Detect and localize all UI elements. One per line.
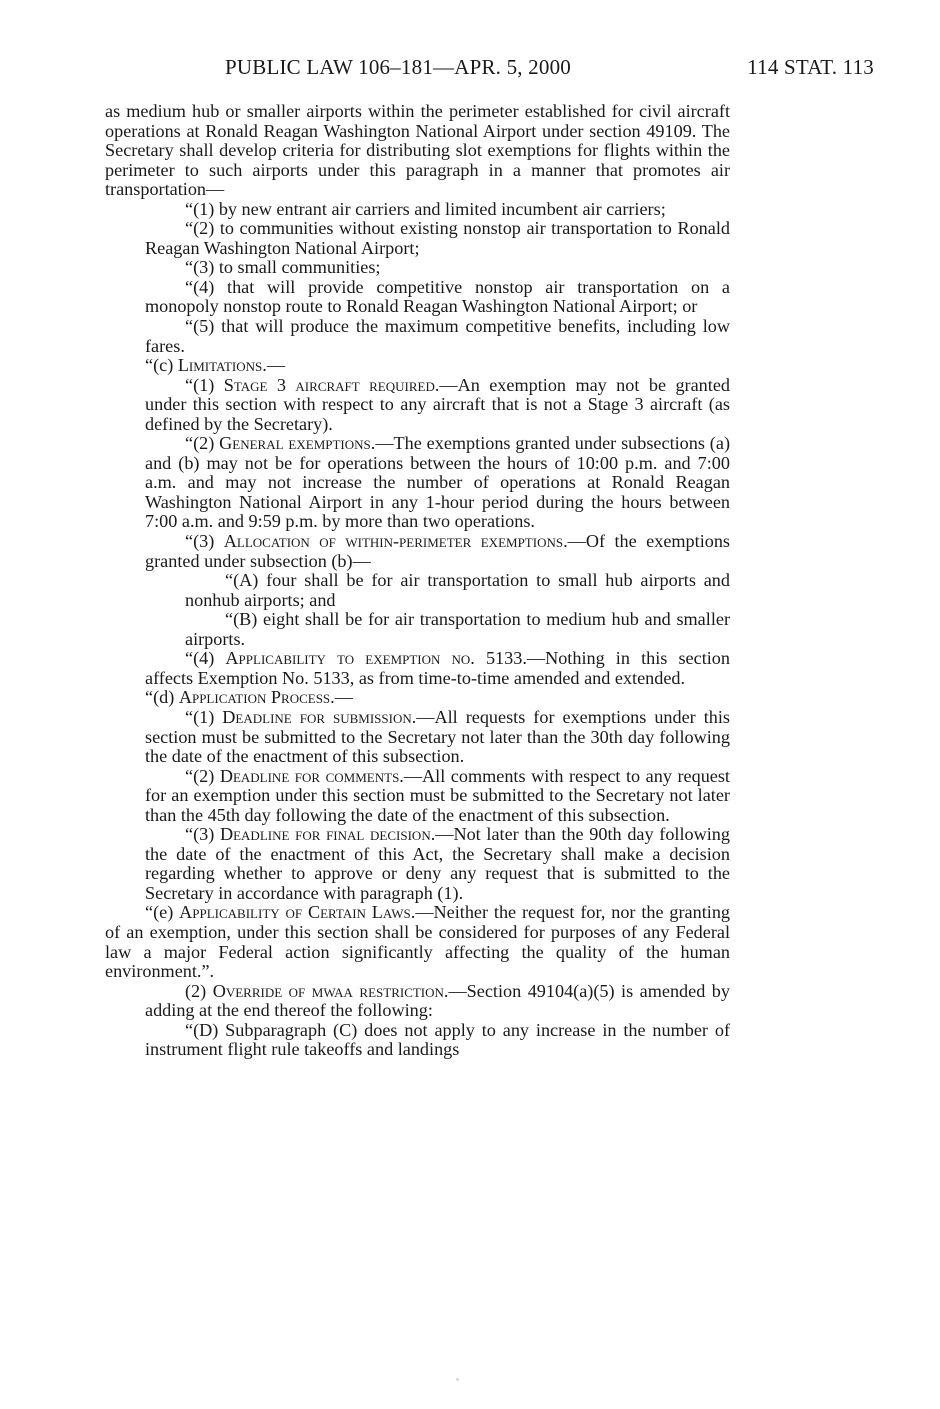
- paragraph-d1: [105, 708, 730, 767]
- subsection-number: “(c): [145, 355, 178, 376]
- paragraph-text: .—All comments with respect to any request for an exemption under this section must be submitted to the Secretary not later than the 45th day following the date of the enactment of this subsection.: [145, 765, 730, 825]
- subsection-heading: Application Process: [178, 687, 331, 708]
- paragraph-number: “(2): [185, 433, 220, 454]
- subsection-number: “(d): [145, 687, 179, 708]
- paragraph-text: .—The exemptions granted under subsections (a) and (b) may not be for operations between the hours of 10:00 p.m. and 7:00 a.m. and may not increase the number of operations at Ronald Reagan Washington National Airport in any 1-hour period during the hours between 7:00 a.m. and 9:59 p.m. by more than two operations.: [145, 433, 730, 532]
- paragraph-number: “(2): [185, 765, 220, 786]
- subparagraph-d-inserted: “(D) Subparagraph (C) does not apply to any increase in the number of instrument flight rule takeoffs and landings: [145, 1019, 730, 1060]
- subsection-text: .—: [262, 355, 285, 376]
- paragraph-item-1: “(1) by new entrant air carriers and limited incumbent air carriers;: [185, 198, 666, 219]
- paragraph-number: “(1): [185, 374, 224, 395]
- paragraph-text: .—Not later than the 90th day following the date of the enactment of this Act, the Secretary shall make a decision regarding whether to approve or deny any request that is submitted to the Secretary in accordance with paragraph (1).: [145, 824, 730, 903]
- running-head: PUBLIC LAW 106–181—APR. 5, 2000: [225, 55, 571, 79]
- paragraph-item-2: “(2) to communities without existing nonstop air transportation to Ronald Reagan Washington National Airport;: [145, 218, 730, 258]
- paragraph-number: “(1): [185, 706, 223, 727]
- paragraph-continued: as medium hub or smaller airports within the perimeter established for civil aircraft operations at Ronald Reagan Washington National Airport under section 49109. The Secretary shall develop criteria for distributing slot exemptions for flights within the perimeter to such airports under this paragraph in a manner that promotes air transportation—: [105, 101, 730, 200]
- subsection-text: .—: [330, 687, 353, 708]
- paragraph-text: .—All requests for exemptions under this section must be submitted to the Secretary not later than the 30th day following the date of the enactment of this subsection.: [145, 706, 731, 767]
- page-header: [0, 55, 940, 85]
- paragraph-text: .—Nothing in this section affects Exemption No. 5133, as from time-to-time amended and extended.: [145, 648, 730, 688]
- statute-page-reference: 114 STAT. 113: [747, 55, 874, 79]
- subparagraph-a: “(A) four shall be for air transportation to small hub airports and nonhub airports; and: [185, 570, 730, 610]
- subsection-heading: Limitations: [177, 355, 263, 376]
- paragraph-heading: Deadline for final decision: [219, 824, 431, 845]
- paragraph-c3: [105, 532, 730, 571]
- paragraph-heading: Applicability to exemption no. 5133: [225, 648, 523, 669]
- paragraph-heading: Allocation of within-perimeter exemptions: [223, 531, 564, 552]
- body-text: [105, 102, 730, 1060]
- paragraph-number: “(3): [185, 531, 224, 552]
- paragraph-text: .—Of the exemptions granted under subsection (b)—: [145, 531, 731, 571]
- subsection-d-application-process: [105, 688, 730, 708]
- subsection-number: “(e): [145, 902, 180, 923]
- subparagraph-b: “(B) eight shall be for air transportation to medium hub and smaller airports.: [185, 609, 730, 649]
- paragraph-heading: Override of mwaa restriction: [212, 980, 444, 1001]
- paragraph-c4: [105, 649, 730, 688]
- paragraph-number: “(4): [185, 648, 226, 669]
- scan-speck: [456, 1378, 459, 1381]
- paragraph-2-override: [105, 982, 730, 1021]
- paragraph-number: (2): [185, 980, 213, 1001]
- paragraph-c1: [105, 376, 730, 435]
- paragraph-c2: [105, 434, 730, 532]
- subsection-text: .—Neither the request for, nor the granting of an exemption, under this section shall be considered for purposes of any Federal law a major Federal action significantly affecting the quality of the human environment.”.: [105, 902, 731, 982]
- paragraph-item-3: “(3) to small communities;: [185, 257, 381, 278]
- paragraph-item-4: “(4) that will provide competitive nonstop air transportation on a monopoly nonstop route to Ronald Reagan Washington National Airport; or: [145, 276, 730, 317]
- paragraph-heading: Stage 3 aircraft required: [223, 374, 435, 395]
- subsection-heading: Applicability of Certain Laws: [179, 902, 411, 923]
- paragraph-d2: [105, 767, 730, 826]
- paragraph-d3: [105, 825, 730, 903]
- paragraph-item-5: “(5) that will produce the maximum competitive benefits, including low fares.: [145, 316, 730, 356]
- subsection-c-limitations: [105, 356, 730, 376]
- paragraph-heading: General exemptions: [219, 433, 371, 454]
- paragraph-number: “(3): [185, 824, 220, 845]
- paragraph-heading: Deadline for comments: [219, 765, 400, 786]
- paragraph-heading: Deadline for submission: [222, 706, 412, 727]
- paragraph-text: .—An exemption may not be granted under this section with respect to any aircraft that is not a Stage 3 aircraft (as defined by the Secretary).: [145, 374, 730, 434]
- paragraph-text: .—Section 49104(a)(5) is amended by adding at the end thereof the following:: [145, 980, 730, 1021]
- subsection-e-applicability: [105, 903, 730, 981]
